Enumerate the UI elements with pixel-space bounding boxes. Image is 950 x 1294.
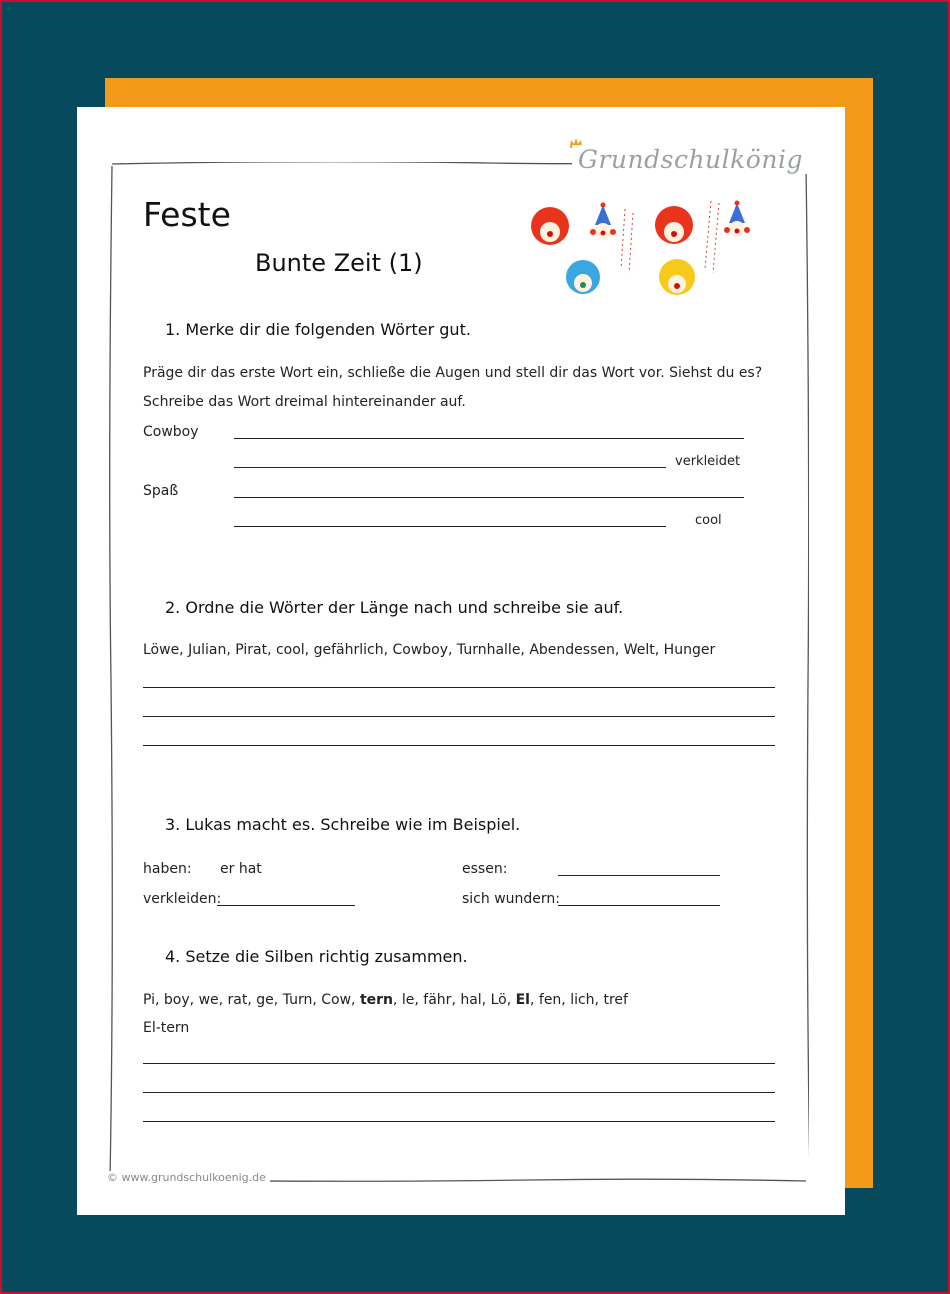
clown-hat-right-icon [724,201,750,238]
task2-heading: 2. Ordne die Wörter der Länge nach und schreibe sie auf. [165,598,624,617]
label-essen: essen: [462,861,508,877]
task2-writing-line-3[interactable] [143,745,775,746]
clown-yellow-icon [659,259,695,295]
task1-instruction-line1: Präge dir das erste Wort ein, schließe die Augen und stell dir das Wort vor. Siehst du es? [143,365,763,381]
worksheet-title: Feste [143,195,231,234]
task4-writing-line-1[interactable] [143,1063,775,1064]
task3-heading: 3. Lukas macht es. Schreibe wie im Beispiel. [165,815,521,834]
worksheet-subtitle: Bunte Zeit (1) [255,249,423,277]
task2-word-list: Löwe, Julian, Pirat, cool, gefährlich, Cowboy, Turnhalle, Abendessen, Welt, Hunger [143,642,716,658]
word-verkleidet-label: verkleidet [675,454,741,469]
label-verkleiden: verkleiden: [143,891,222,907]
word-spass-label: Spaß [143,483,179,499]
worksheet-page [77,107,845,1215]
task4-example-el-tern: El-tern [143,1020,190,1036]
clown-faces-illustration [525,199,765,299]
syllables-part1: Pi, boy, we, rat, ge, Turn, Cow, [143,992,360,1008]
task1-instruction-line2: Schreibe das Wort dreimal hintereinander auf. [143,394,466,410]
task4-heading: 4. Setze die Silben richtig zusammen. [165,947,468,966]
essen-answer-line[interactable] [558,875,720,876]
clown-blue-icon [566,260,600,294]
confetti-streaks-left-icon [621,209,633,273]
hand-drawn-frame [109,162,809,1182]
clown-hat-left-icon [590,203,616,240]
word-cowboy-label: Cowboy [143,424,199,440]
label-sich-wundern: sich wundern: [462,891,560,907]
task4-writing-line-3[interactable] [143,1121,775,1122]
syllable-tern-bold: tern [359,992,393,1008]
task1-heading: 1. Merke dir die folgenden Wörter gut. [165,320,471,339]
cowboy-writing-line-2[interactable] [234,467,666,468]
cowboy-writing-line-1[interactable] [234,438,744,439]
label-haben: haben: [143,861,192,877]
task2-writing-line-1[interactable] [143,687,775,688]
syllables-part2: , le, fähr, hal, Lö, [393,992,516,1008]
clown-red-middle-icon [655,206,693,244]
verkleiden-answer-line[interactable] [217,905,355,906]
clown-red-left-icon [531,207,569,245]
word-cool-label: cool [695,513,722,528]
sich-wundern-answer-line[interactable] [558,905,720,906]
syllables-part3: , fen, lich, tref [529,992,628,1008]
spass-writing-line-1[interactable] [234,497,744,498]
task2-writing-line-2[interactable] [143,716,775,717]
task4-writing-line-2[interactable] [143,1092,775,1093]
syllable-el-bold: El [515,992,530,1008]
brand-logo-text: Grundschulkönig [572,145,809,174]
confetti-streaks-right-icon [705,201,719,273]
example-answer-er-hat: er hat [220,861,262,877]
task4-syllable-list [143,992,628,1008]
spass-writing-line-2[interactable] [234,526,666,527]
footer-copyright: © www.grundschulkoenig.de [107,1171,270,1184]
